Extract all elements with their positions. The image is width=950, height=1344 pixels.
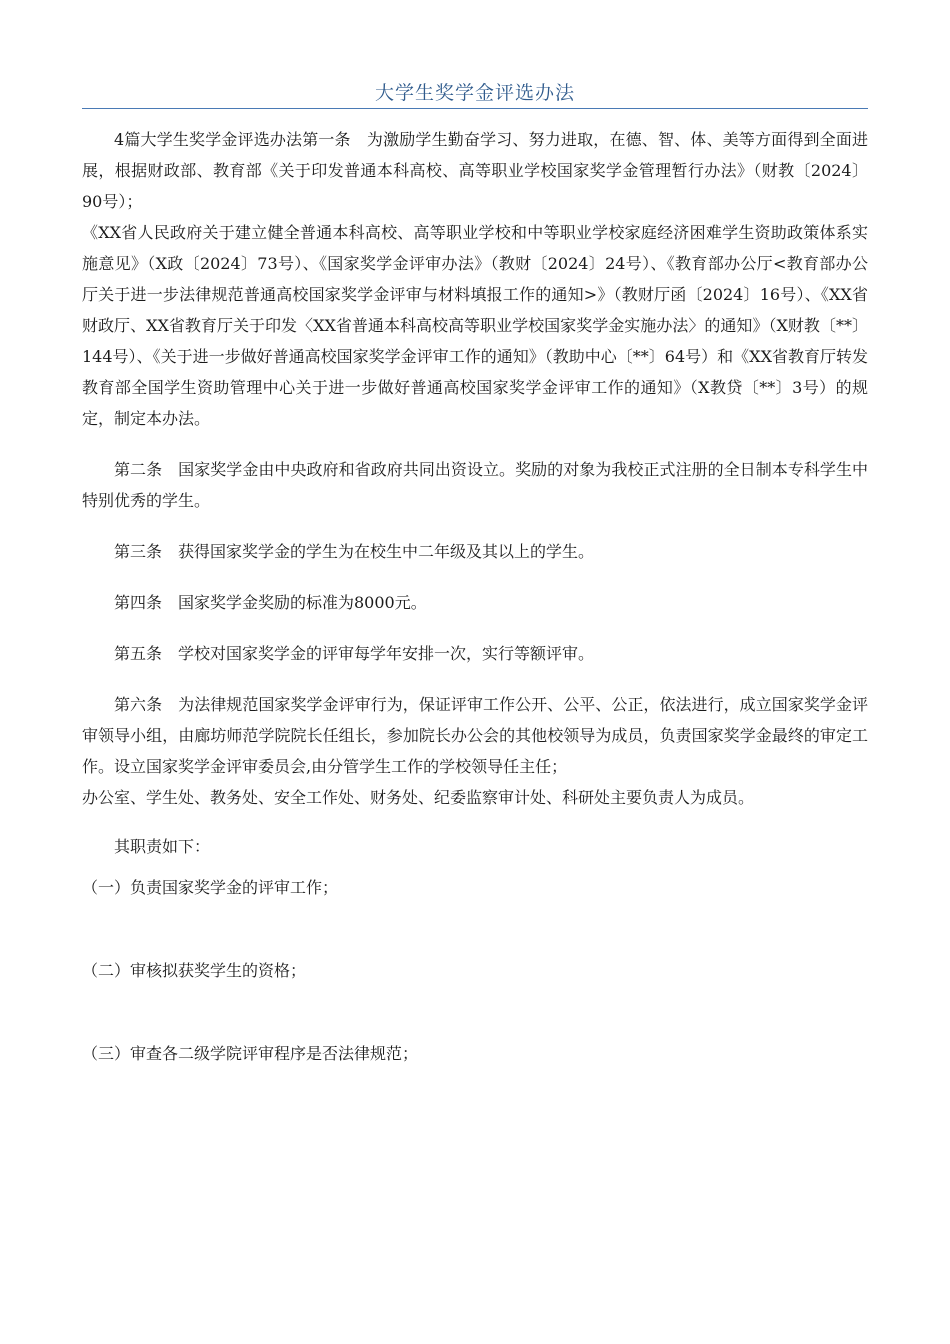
document-title: 大学生奖学金评选办法 bbox=[374, 82, 575, 104]
article-5-paragraph: 第五条 学校对国家奖学金的评审每学年安排一次，实行等额评审。 bbox=[114, 644, 595, 663]
duties-intro: 其职责如下： bbox=[114, 837, 211, 856]
article-1-paragraph: 4篇大学生奖学金评选办法第一条 为激励学生勤奋学习、努力进取，在德、智、体、美等方面得到全面进展，根据财政部、教育部《关于印发普通本科高校、高等职业学校国家奖学金管理暂行办法》（财教〔2024〕90号）； bbox=[82, 130, 868, 211]
duty-list-item: （一）负责国家奖学金的评审工作； bbox=[82, 878, 339, 897]
document-body bbox=[82, 124, 868, 1069]
duty-list-item: （二）审核拟获奖学生的资格； bbox=[82, 961, 307, 980]
article-4-paragraph: 第四条 国家奖学金奖励的标准为8000元。 bbox=[114, 593, 427, 612]
article-6-continuation: 办公室、学生处、教务处、安全工作处、财务处、纪委监察审计处、科研处主要负责人为成员。 bbox=[82, 788, 755, 807]
duty-list-item: （三）审查各二级学院评审程序是否法律规范； bbox=[82, 1044, 419, 1063]
references-paragraph: 《XX省人民政府关于建立健全普通本科高校、高等职业学校和中等职业学校家庭经济困难学生资助政策体系实施意见》（X政〔2024〕73号）、《国家奖学金评审办法》（教财〔2024〕24号）、《教育部办公厅<教育部办公厅关于进一步法律规范普通高校国家奖学金评审与材料填报工作的通知>》（教财厅函〔2024〕16号）、《XX省财政厅、XX省教育厅关于印发〈XX省普通本科高校高等职业学校国家奖学金实施办法〉的通知》（X财教〔**〕144号）、《关于进一步做好普通高校国家奖学金评审工作的通知》（教助中心〔**〕64号）和《XX省教育厅转发教育部全国学生资助管理中心关于进一步做好普通高校国家奖学金评审工作的通知》（X教贷〔**〕3号）的规定，制定本办法。 bbox=[82, 223, 868, 428]
article-6-paragraph: 第六条 为法律规范国家奖学金评审行为，保证评审工作公开、公平、公正，依法进行，成立国家奖学金评审领导小组，由廊坊师范学院院长任组长，参加院长办公会的其他校领导为成员，负责国家奖学金最终的审定工作。设立国家奖学金评审委员会,由分管学生工作的学校领导任主任； bbox=[82, 695, 868, 776]
article-3-paragraph: 第三条 获得国家奖学金的学生为在校生中二年级及其以上的学生。 bbox=[114, 542, 595, 561]
title-divider bbox=[82, 108, 868, 109]
article-2-paragraph: 第二条 国家奖学金由中央政府和省政府共同出资设立。奖励的对象为我校正式注册的全日制本专科学生中特别优秀的学生。 bbox=[82, 460, 868, 510]
